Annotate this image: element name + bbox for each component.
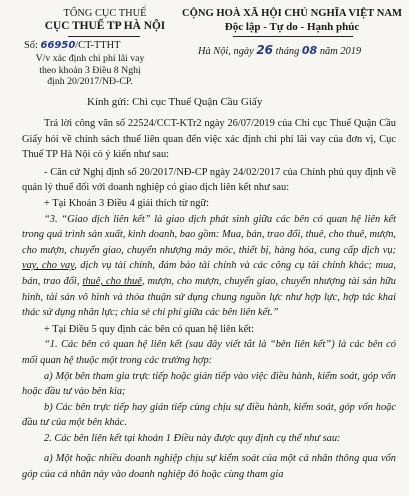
agency-underline	[68, 36, 140, 37]
underlined-loan-terms: vay, cho vay	[22, 260, 75, 272]
article-5-point-a: a) Một bên tham gia trực tiếp hoặc gián tiếp vào việc điều hành, kiểm soát, góp vốn hoặc đầu tư vào bên kia;	[22, 370, 396, 398]
letter-body	[22, 116, 396, 483]
document-number: Số: 66950/CT-TTHT	[24, 40, 121, 51]
underlined-lease-terms: thuê, cho thuê	[82, 275, 142, 287]
article-5-heading: + Tại Điều 5 quy định các bên có quan hệ liên kết:	[44, 323, 254, 335]
legal-basis: - Căn cứ Nghị định số 20/2017/NĐ-CP ngày 24/02/2017 của Chính phủ quy định về quản lý thuế đối với doanh nghiệp có giao dịch liên kết như sau:	[22, 166, 396, 194]
handwritten-month: 08	[301, 44, 318, 57]
article-5-point-b: b) Các bên trực tiếp hay gián tiếp cùng chịu sự điều hành, kiểm soát, góp vốn hoặc đầu tư của một bên khác.	[22, 401, 396, 429]
place-date: Hà Nội, ngày 26 tháng 08 năm 2019	[198, 43, 362, 57]
agency-parent: TỔNG CỤC THUẾ	[63, 8, 147, 19]
clause-3-heading: + Tại Khoản 3 Điều 4 giải thích từ ngữ:	[44, 197, 209, 209]
motto-underline	[233, 36, 353, 37]
article-5-point-2: 2. Các bên liên kết tại khoản 1 Điều này được quy định cụ thể như sau:	[44, 432, 341, 444]
article-5-point-2a: a) Một hoặc nhiều doanh nghiệp chịu sự kiểm soát của một cá nhân thông qua vốn góp của cá nhân này vào doanh nghiệp đó hoặc cùng tham gia	[22, 453, 396, 481]
handwritten-doc-number: 66950	[40, 40, 76, 51]
article-5-point-1: “1. Các bên có quan hệ liên kết (sau đây viết tắt là “bên liên kết”) là các bên có mối quan hệ thuộc một trong các trường hợp:	[22, 339, 396, 366]
clause-3-quote: “3. “Giao dịch liên kết” là giao dịch phát sinh giữa các bên có quan hệ liên kết trong quá trình sản xuất, kinh doanh, bao gồm: Mua, bán, trao đổi, thuê, cho thuê, mượn, cho mượn, chuyển giao, chuyển nhượng máy móc, thiết bị, hàng hóa, cung cấp dịch vụ; vay, cho vay, dịch vụ tài chính, đảm bảo tài chính và các công cụ tài chính khác; mua, bán, trao đổi, thuê, cho thuê, mượn, cho mượn, chuyển giao, chuyển nhượng tài sản hữu hình, tài sản vô hình và thỏa thuận sử dụng chung nguồn lực như hợp lực, hợp tác khai thác sử dụng nhân lực; chia sẻ chi phí giữa các bên liên kết.”	[22, 213, 397, 319]
intro-paragraph: Trả lời công văn số 22524/CCT-KTr2 ngày 26/07/2019 của Chi cục Thuế Quận Cầu Giấy hỏi về chính sách thuế liên quan đến việc xác định chi phí lãi vay của đơn vị, Cục Thuế TP Hà Nội có ý kiến như sau:	[22, 118, 396, 161]
handwritten-day: 26	[256, 43, 274, 57]
motto: Độc lập - Tự do - Hạnh phúc	[224, 21, 360, 33]
salutation: Kính gửi: Chi cục Thuế Quận Cầu Giấy	[87, 96, 263, 108]
nation-name: CỘNG HOÀ XÃ HỘI CHỦ NGHĨA VIỆT NAM	[181, 8, 403, 19]
subject-block: V/v xác định chi phí lãi vay theo khoản 3 Điều 8 Nghị định 20/2017/NĐ-CP.	[35, 53, 145, 88]
agency-name: CỤC THUẾ TP HÀ NỘI	[44, 20, 166, 32]
